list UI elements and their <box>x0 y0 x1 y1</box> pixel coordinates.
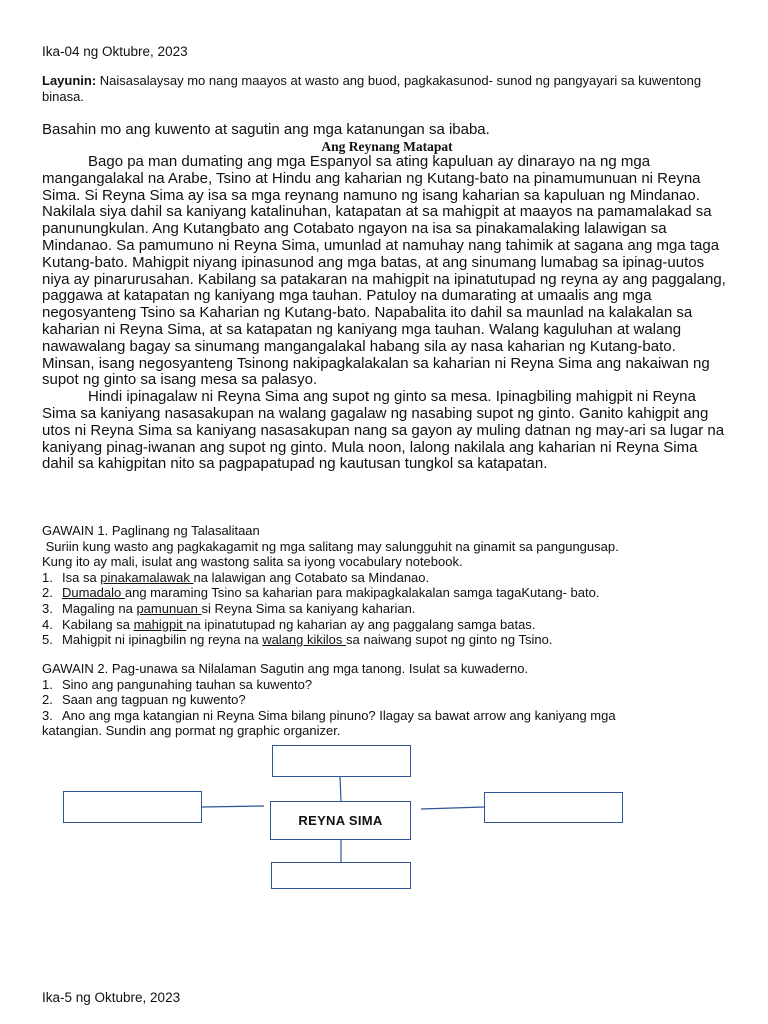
list-item: 5. Mahigpit ni ipinagbilin ng reyna na walang kikilos sa naiwang supot ng ginto ng Tsino. <box>42 632 553 648</box>
date-top: Ika-04 ng Oktubre, 2023 <box>42 44 188 59</box>
story-body <box>42 154 732 473</box>
objective <box>42 73 732 105</box>
gawain-2-title: GAWAIN 2. Pag-unawa sa Nilalaman Sagutin ang mga tanong. Isulat sa kuwaderno. <box>42 661 529 676</box>
list-item: 3. Ano ang mga katangian ni Reyna Sima bilang pinuno? Ilagay sa bawat arrow ang kaniyang mga <box>42 707 616 723</box>
underlined-word: walang kikilos <box>262 632 347 648</box>
underlined-word: pamunuan <box>136 600 202 616</box>
objective-label: Layunin: <box>42 73 97 88</box>
question-list <box>42 677 732 724</box>
question-continued: katangian. Sundin ang pormat ng graphic organizer. <box>42 723 341 739</box>
list-item: 2. Dumadalo ang maraming Tsino sa kaharian para makipagkalakalan samga tagaKutang- bato. <box>42 585 600 601</box>
gawain-1-instruction: Kung ito ay mali, isulat ang wastong salita sa iyong vocabulary notebook. <box>42 554 463 570</box>
underlined-word: mahigpit <box>133 616 187 632</box>
organizer-answer-box-left[interactable] <box>63 791 202 823</box>
list-item: 2. Saan ang tagpuan ng kuwento? <box>42 692 246 708</box>
organizer-answer-box-right[interactable] <box>484 792 623 823</box>
connector-line <box>340 776 341 801</box>
reading-instruction: Basahin mo ang kuwento at sagutin ang mga katanungan sa ibaba. <box>42 121 490 138</box>
connector-line <box>421 807 484 809</box>
gawain-1-instruction: Suriin kung wasto ang pagkakagamit ng mga salitang may salungguhit na ginamit sa pangungusap. <box>42 538 619 554</box>
organizer-answer-box-bottom[interactable] <box>271 862 411 889</box>
date-bottom: Ika-5 ng Oktubre, 2023 <box>42 990 181 1005</box>
gawain-1-section <box>42 523 732 648</box>
underlined-word: Dumadalo <box>62 585 125 601</box>
list-item: 3. Magaling na pamunuan si Reyna Sima sa kaniyang kaharian. <box>42 600 416 616</box>
gawain-2-section <box>42 661 732 739</box>
organizer-center-label: REYNA SIMA <box>298 813 383 828</box>
story-title: Ang Reynang Matapat <box>321 139 453 154</box>
organizer-answer-box-top[interactable] <box>272 745 411 777</box>
list-item: 1. Sino ang pangunahing tauhan sa kuwento? <box>42 676 313 692</box>
story-paragraph: Bago pa man dumating ang mga Espanyol sa ating kapuluan ay dinarayo na ng mga mangangalakal na Arabe, Tsino at Hindu ang kaharian ng Kutang-bato na pinamumunuan ni Reyna Sima. Si Reyna Sima ay isa sa mga reynang namuno ng isang kaharian sa kapuluan ng Mindanao. Nakilala siya dahil sa kaniyang katalinuhan, katapatan at sa mahigpit at maayos na pamamalakad sa panunungkulan. Ang Kutangbato ang Cotabato ngayon na isa sa pinakamalaking lalawigan sa Mindanao. Sa pamumuno ni Reyna Sima, umunlad at namuhay nang tahimik at sagana ang mga taga Kutang-bato. Mahigpit niyang ipinasunod ang mga batas, at ang sinumang lumabag sa ipinag-uutos niya ay pinarurusahan. Kabilang sa patakaran na mahigpit na ipinatutupad ng reyna ay ang paggalang, paggawa at katapatan ng kaniyang mga tauhan. Patuloy na dumarating at umaalis ang mga negosyanteng Tsino sa Kaharian ng Kutang-bato. Napabalita ito dahil sa maunlad na kalakalan sa kaharian ni Reyna Sima, at sa katapatan ng kaniyang mga tauhan. Walang kaguluhan at walang nawawalang bagay sa sinumang mangangalakal habang sila ay nasa kaharian ng Kutang-bato. Minsan, isang negosyanteng Tsinong nakipagkalakalan sa kaharian ni Reyna Sima ang nakaiwan ng supot ng ginto sa isang mesa sa palasyo. <box>42 153 726 389</box>
list-item: 4. Kabilang sa mahigpit na ipinatutupad ng kaharian ay ang paggalang samga batas. <box>42 616 536 632</box>
underlined-word: pinakamalawak <box>100 569 194 585</box>
objective-text: Naisasalaysay mo nang maayos at wasto ang buod, pagkakasunod- sunod ng pangyayari sa kuwentong binasa. <box>42 73 702 104</box>
vocabulary-list <box>42 570 732 648</box>
organizer-center-box <box>270 801 411 840</box>
gawain-1-title: GAWAIN 1. Paglinang ng Talasalitaan <box>42 523 260 538</box>
connector-line <box>202 806 264 807</box>
story-paragraph: Hindi ipinagalaw ni Reyna Sima ang supot ng ginto sa mesa. Ipinagbiling mahigpit ni Reyna Sima sa kaniyang nasasakupan na walang gagalaw ng nasabing supot ng ginto. Ganito kahigpit ang utos ni Reyna Sima sa kaniyang nasasakupan nang sa gayon ay muling datnan ng may-ari sa lugar na kaniyang pinag-iwanan ang supot ng ginto. Mula noon, lalong nakilala ang kaharian ni Reyna Sima dahil sa kahigpitan nito sa pagpapatupad ng kautusan tungkol sa katapatan. <box>42 388 725 473</box>
list-item: 1. Isa sa pinakamalawak na lalawigan ang Cotabato sa Mindanao. <box>42 569 430 585</box>
